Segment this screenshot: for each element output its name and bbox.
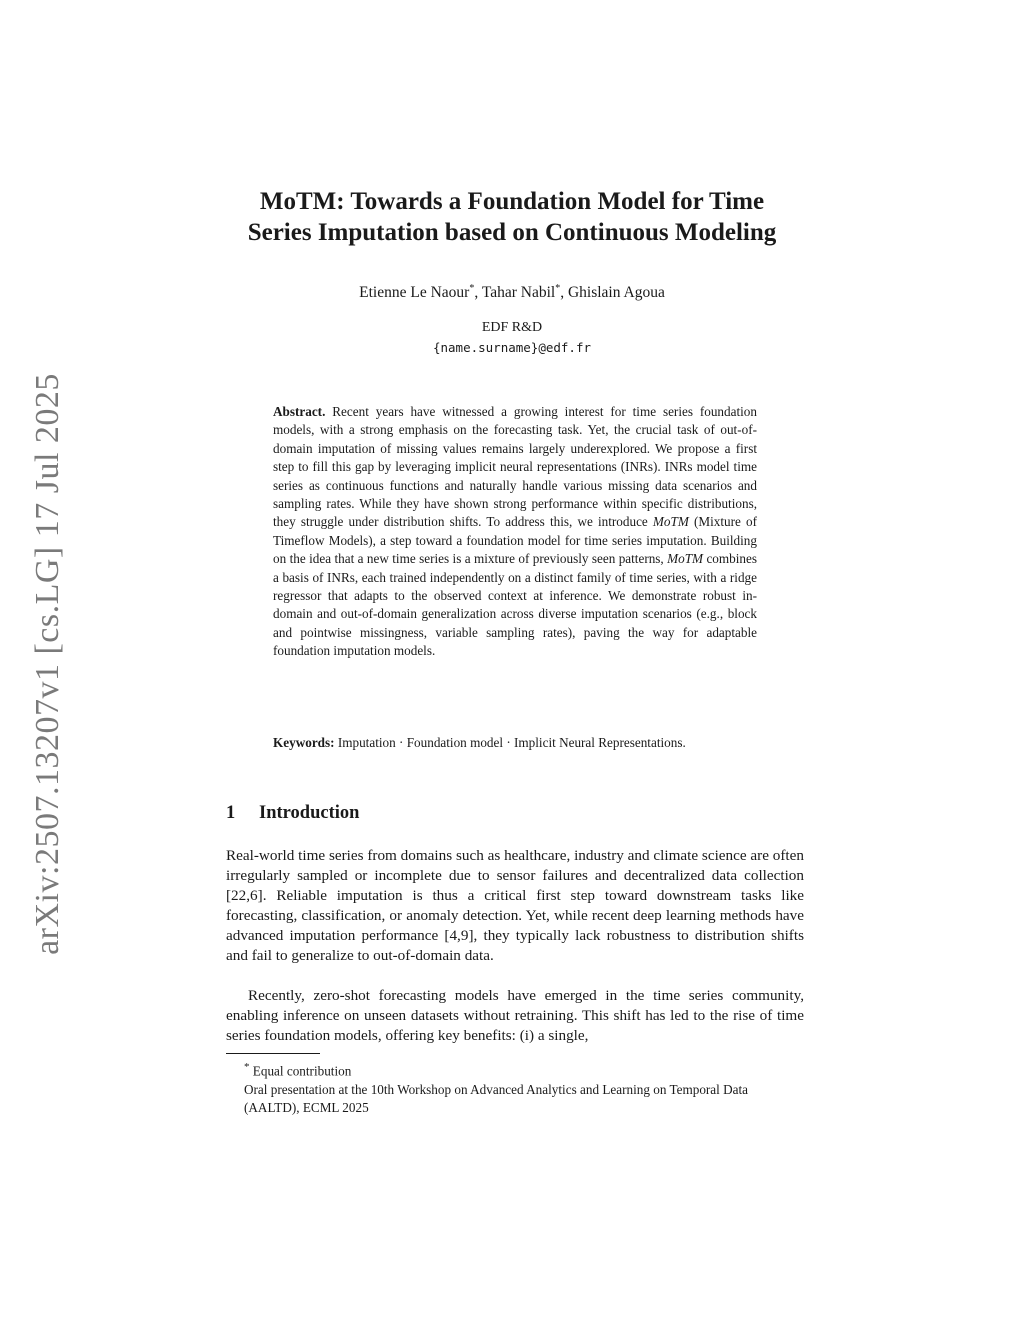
arxiv-identifier-stamp: arXiv:2507.13207v1 [cs.LG] 17 Jul 2025 xyxy=(29,373,66,955)
author-name: Tahar Nabil xyxy=(481,284,556,302)
abstract xyxy=(273,403,757,661)
author-list xyxy=(180,283,844,302)
keywords-label: Keywords: xyxy=(273,735,335,750)
contact-email: {name.surname}@edf.fr xyxy=(432,340,592,355)
intro-paragraph-2: Recently, zero-shot forecasting models have emerged in the time series community, enabling inference on unseen datasets without retraining. This shift has led to the rise of time series foundation models, offering key benefits: (i) a single, xyxy=(226,987,804,1044)
abstract-text: (Mixture of Timeflow Models), a step toward a foundation model for time series imputation. Building on the idea that a new time series is a mixture of previously seen patterns, xyxy=(273,514,757,567)
footnote-divider xyxy=(226,1053,320,1054)
equal-contribution-mark: * xyxy=(469,283,475,294)
affiliation-organization: EDF R&D xyxy=(481,320,543,335)
footnote-equal-contribution xyxy=(244,1058,804,1081)
equal-contribution-mark: * xyxy=(555,283,561,294)
author-name: Ghislain Agoua xyxy=(567,284,665,302)
author-name: Etienne Le Naour xyxy=(359,284,470,302)
abstract-text: Recent years have witnessed a growing interest for time series foundation models, with a strong emphasis on the forecasting task. Yet, the crucial task of out-of-domain imputation of missing values remains largely underexplored. We propose a first step to fill this gap by leveraging implicit neural representations (INRs). INRs model time series as continuous functions and naturally handle various missing data scenarios and sampling rates. While they have shown strong performance within specific distributions, they struggle under distribution shifts. To address this, we introduce xyxy=(273,404,757,530)
section-number: 1 xyxy=(226,803,236,823)
author-separator: , xyxy=(474,284,482,302)
author-separator: , xyxy=(560,284,568,302)
footnotes xyxy=(244,1058,804,1118)
model-name: MoTM xyxy=(667,551,704,567)
paper-title xyxy=(180,186,844,248)
keywords-text: Imputation · Foundation model · Implicit Neural Representations. xyxy=(334,735,686,750)
footnote-presentation: Oral presentation at the 10th Workshop on Advanced Analytics and Learning on Temporal Data (AALTD), ECML 2025 xyxy=(244,1081,749,1116)
affiliation-block xyxy=(180,318,844,358)
section-title: Introduction xyxy=(259,803,360,823)
model-name: MoTM xyxy=(652,514,689,530)
footnote-text: Equal contribution xyxy=(249,1063,352,1079)
footnote-mark: * xyxy=(244,1061,250,1073)
intro-paragraph-1: Real-world time series from domains such as healthcare, industry and climate science are often irregularly sampled or incomplete due to sensor failures and decentralized data collection [22,6]. Reliable imputation is thus a critical first step toward downstream tasks like forecasting, classification, or anomaly detection. Yet, while recent deep learning methods have advanced imputation performance [4,9], they typically lack robustness to distribution shifts and fail to generalize to out-of-domain data. xyxy=(226,847,804,964)
keywords xyxy=(273,734,757,752)
paper-title-line-2: Series Imputation based on Continuous Modeling xyxy=(247,219,777,246)
abstract-text: combines a basis of INRs, each trained independently on a distinct family of time series, with a ridge regressor that adapts to the observed context at inference. We demonstrate robust in-domain and out-of-domain generalization across diverse imputation scenarios (e.g., block and pointwise missingness, variable sampling rates), paving the way for adaptable foundation imputation models. xyxy=(273,551,757,659)
section-heading-introduction xyxy=(226,803,359,824)
abstract-label: Abstract. xyxy=(273,404,326,419)
paper-title-line-1: MoTM: Towards a Foundation Model for Time xyxy=(259,188,765,215)
